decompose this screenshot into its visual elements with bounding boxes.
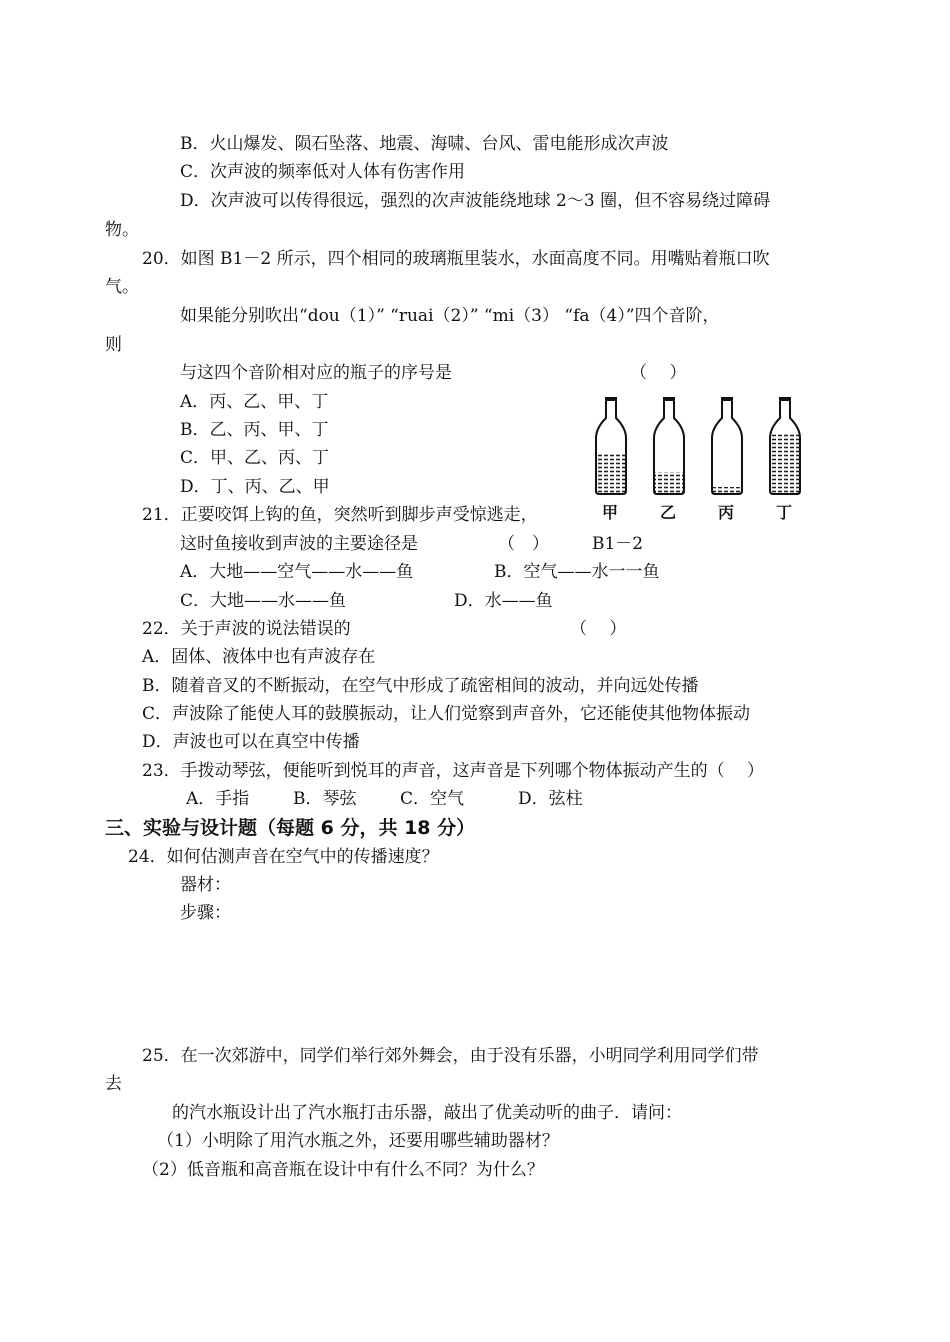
q20-option-c: C．甲、乙、丙、丁 <box>180 448 330 468</box>
q25-stem: 25．在一次郊游中，同学们举行郊外舞会，由于没有乐器，小明同学利用同学们带 <box>142 1046 759 1066</box>
bottle-water <box>770 433 800 494</box>
q23-option-a: A．手指 <box>186 789 250 809</box>
q25-subquestion-1: （1）小明除了用汽水瓶之外，还要用哪些辅助器材？ <box>157 1131 559 1151</box>
q20-stem-question: 与这四个音阶相对应的瓶子的序号是 <box>180 363 452 383</box>
q24-steps-label: 步骤： <box>180 903 231 923</box>
bottle <box>596 397 626 494</box>
q25-subquestion-2: （2）低音瓶和高音瓶在设计中有什么不同？为什么？ <box>142 1160 544 1180</box>
q22-option-a: A．固体、液体中也有声波存在 <box>142 647 376 667</box>
q24-materials-label: 器材： <box>180 875 231 895</box>
bottle <box>770 397 800 494</box>
q25-stem-cont: 去 <box>105 1074 122 1094</box>
q20-stem: 20．如图 B1－2 所示，四个相同的玻璃瓶里装水，水面高度不同。用嘴贴着瓶口吹 <box>142 249 770 269</box>
bottle-water <box>712 487 742 494</box>
q20-option-b: B．乙、丙、甲、丁 <box>180 420 329 440</box>
q21-answer-bracket: （ ） <box>498 534 549 554</box>
q19-option-b: B．火山爆发、陨石坠落、地震、海啸、台风、雷电能形成次声波 <box>180 134 669 154</box>
bottle <box>654 397 684 494</box>
q20-stem-scales-cont: 则 <box>105 335 122 355</box>
q22-option-d: D．声波也可以在真空中传播 <box>142 732 360 752</box>
bottle-label: 甲 <box>602 503 619 522</box>
bottle-water <box>654 472 684 494</box>
q19-option-d: D．次声波可以传得很远，强烈的次声波能绕地球 2～3 圈，但不容易绕过障碍 <box>180 191 771 211</box>
q21-stem: 21．正要咬饵上钩的鱼，突然听到脚步声受惊逃走， <box>142 505 538 525</box>
bottles-figure <box>592 394 842 529</box>
q20-stem-cont: 气。 <box>105 277 139 297</box>
bottle-label: 丁 <box>776 503 793 522</box>
q21-stem-question: 这时鱼接收到声波的主要途径是 <box>180 534 418 554</box>
q25-stem-question: 的汽水瓶设计出了汽水瓶打击乐器，敲出了优美动听的曲子．请问： <box>172 1103 682 1123</box>
q20-option-d: D．丁、丙、乙、甲 <box>180 477 330 497</box>
q22-stem: 22．关于声波的说法错误的 <box>142 619 351 639</box>
figure-caption: B1－2 <box>592 534 644 554</box>
q23-option-b: B．琴弦 <box>293 789 357 809</box>
bottle-label: 乙 <box>660 503 677 522</box>
q19-option-d-cont: 物。 <box>105 220 139 240</box>
q22-answer-bracket: （ ） <box>570 619 627 639</box>
bottle <box>712 397 742 494</box>
q21-option-a: A．大地——空气——水——鱼 <box>180 562 414 582</box>
q19-option-c: C．次声波的频率低对人体有伤害作用 <box>180 162 466 182</box>
q20-option-a: A．丙、乙、甲、丁 <box>180 392 329 412</box>
q23-stem: 23．手拨动琴弦，便能听到悦耳的声音，这声音是下列哪个物体振动产生的（ ） <box>142 761 765 781</box>
bottle-mouth <box>721 397 733 401</box>
bottle-mouth <box>605 397 617 401</box>
q23-option-c: C．空气 <box>400 789 465 809</box>
bottle-outline <box>712 400 742 494</box>
q20-answer-bracket: （ ） <box>630 363 687 383</box>
bottle-mouth <box>663 397 675 401</box>
q21-option-d: D．水——鱼 <box>454 591 553 611</box>
q23-option-d: D．弦柱 <box>518 789 583 809</box>
q22-option-c: C．声波除了能使人耳的鼓膜振动，让人们觉察到声音外，它还能使其他物体振动 <box>142 704 751 724</box>
section-heading: 三、实验与设计题（每题 6 分，共 18 分） <box>105 817 476 839</box>
q22-option-b: B．随着音叉的不断振动，在空气中形成了疏密相间的波动，并向远处传播 <box>142 676 699 696</box>
bottle-water <box>596 454 626 494</box>
q21-option-b: B．空气——水一一鱼 <box>494 562 660 582</box>
bottle-label: 丙 <box>718 503 735 522</box>
q21-option-c: C．大地——水——鱼 <box>180 591 347 611</box>
bottles-illustration <box>592 394 842 529</box>
q20-stem-scales: 如果能分别吹出“dou（1）” “ruai（2）” “mi（3） “fa（4）”四个音阶， <box>180 306 720 326</box>
q24-stem: 24．如何估测声音在空气中的传播速度？ <box>128 847 439 867</box>
bottle-mouth <box>779 397 791 401</box>
